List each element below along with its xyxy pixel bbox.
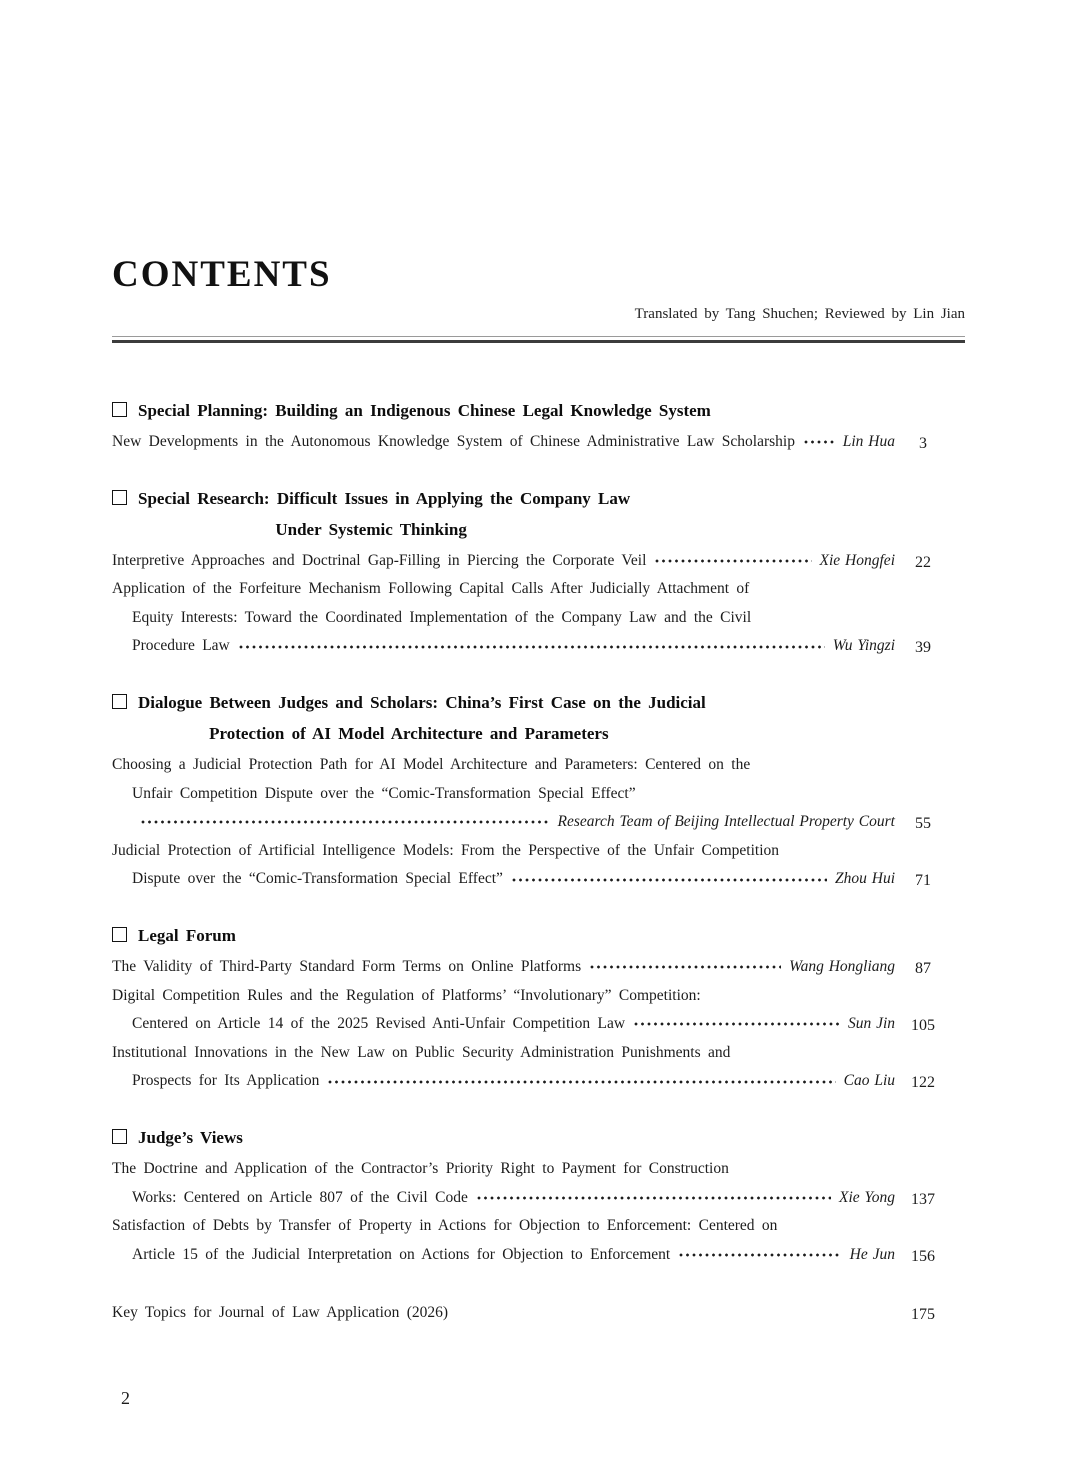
dotted-leader (238, 643, 825, 651)
toc-entry-title: The Validity of Third-Party Standard Form Terms on Online Platforms (112, 957, 582, 975)
dotted-leader (654, 557, 811, 565)
toc-entry-line (112, 865, 965, 894)
toc-entry-title: Application of the Forfeiture Mechanism Following Capital Calls After Judicially Attachment of (112, 580, 750, 598)
toc-entry-line (112, 1155, 965, 1184)
section-legal-forum (112, 920, 965, 1096)
content-column (112, 0, 965, 1328)
section-header (112, 1122, 243, 1153)
section-special-research (112, 483, 965, 661)
section-header (112, 395, 711, 426)
toc-entry-title: Prospects for Its Application (132, 1072, 320, 1090)
dotted-leader (140, 818, 550, 826)
toc-entry-author: Wang Hongliang (789, 957, 895, 975)
section-special-planning (112, 395, 965, 457)
section-bullet-square-icon (112, 402, 127, 417)
toc-entry-page: 87 (915, 959, 931, 977)
toc-entry-page: 39 (915, 639, 931, 657)
section-title-line2: Protection of AI Model Architecture and Parameters (209, 723, 609, 743)
toc-entry-title: The Doctrine and Application of the Contractor’s Priority Right to Payment for Construction (112, 1159, 729, 1177)
toc-entry-line (112, 1241, 965, 1270)
toc-entry-line (112, 1067, 965, 1096)
toc-entry-page: 105 (911, 1017, 935, 1035)
toc-entry-author: Sun Jin (847, 1015, 895, 1033)
toc-entry-title: Procedure Law (132, 637, 230, 655)
toc-entry-line (112, 1184, 965, 1213)
section-entries (112, 751, 965, 894)
toc-entry-title: Equity Interests: Toward the Coordinated Implementation of the Company Law and the Civil (132, 608, 752, 626)
section-dialogue-judges-scholars (112, 687, 965, 894)
toc-entry-author: Cao Liu (843, 1072, 895, 1090)
toc-entry-page: 122 (911, 1074, 935, 1092)
dotted-leader (476, 1194, 831, 1202)
section-entries (112, 1155, 965, 1269)
toc-entry-page: 22 (915, 553, 931, 571)
section-header (112, 687, 706, 749)
toc-entry-title: Judicial Protection of Artificial Intelligence Models: From the Perspective of the Unfair Competition (112, 841, 780, 859)
section-title: Special Research: Difficult Issues in Applying the Company Law (138, 488, 631, 508)
key-topics-entry (112, 1299, 965, 1328)
toc-entry-line (112, 1212, 965, 1241)
section-title: Special Planning: Building an Indigenous Chinese Legal Knowledge System (138, 401, 711, 420)
toc-entry-line (112, 547, 965, 576)
dotted-leader (803, 438, 835, 446)
toc-entry-line (112, 808, 965, 837)
blank-leader (456, 1310, 887, 1318)
toc-entry-author: Lin Hua (842, 433, 895, 450)
section-entries (112, 428, 965, 457)
toc-entry-title: Works: Centered on Article 807 of the Civil Code (132, 1188, 468, 1206)
toc-entry-title: Digital Competition Rules and the Regulation of Platforms’ “Involutionary” Competition: (112, 986, 701, 1004)
toc-entry-line (112, 1010, 965, 1039)
toc-entry-title: Dispute over the “Comic-Transformation Special Effect” (132, 870, 503, 888)
section-title: Legal Forum (138, 925, 236, 945)
section-title: Judge’s Views (138, 1127, 243, 1147)
section-title-line2: Under Systemic Thinking (275, 519, 467, 539)
section-judges-views (112, 1122, 965, 1269)
table-of-contents (112, 395, 965, 1328)
dotted-leader (678, 1251, 841, 1259)
dotted-leader (511, 876, 827, 884)
section-entries (112, 547, 965, 661)
toc-entry-author: He Jun (849, 1245, 895, 1263)
page-folio-number: 2 (121, 1388, 130, 1408)
dotted-leader (327, 1078, 835, 1086)
toc-entry-page: 55 (915, 815, 931, 833)
toc-entry-page: 137 (911, 1190, 935, 1208)
toc-entry-title: Key Topics for Journal of Law Application (2026) (112, 1304, 449, 1322)
section-header (112, 920, 236, 951)
header-double-rule (112, 336, 965, 343)
toc-entry-page: 175 (911, 1306, 935, 1324)
toc-entry-line (112, 604, 965, 633)
toc-entry-title: Interpretive Approaches and Doctrinal Gap-Filling in Piercing the Corporate Veil (112, 551, 647, 569)
toc-entry-title: Choosing a Judicial Protection Path for AI Model Architecture and Parameters: Centered on the (112, 755, 751, 773)
toc-entry-title: Centered on Article 14 of the 2025 Revised Anti-Unfair Competition Law (132, 1015, 626, 1033)
toc-entry-line (112, 780, 965, 809)
toc-entry-page: 3 (919, 435, 927, 452)
dotted-leader (633, 1020, 840, 1028)
toc-entry-author: Zhou Hui (835, 870, 895, 888)
toc-entry-title: Satisfaction of Debts by Transfer of Property in Actions for Objection to Enforcement: Centered on (112, 1217, 778, 1235)
toc-entry-title: New Developments in the Autonomous Knowledge System of Chinese Administrative Law Scholarship (112, 433, 795, 450)
section-bullet-square-icon (112, 927, 127, 942)
page-title: CONTENTS (112, 254, 332, 295)
section-bullet-square-icon (112, 1129, 127, 1144)
toc-entry-line (112, 632, 965, 661)
toc-entry-line (112, 751, 965, 780)
toc-entry-author: Xie Yong (839, 1188, 895, 1206)
toc-entry-page: 156 (911, 1247, 935, 1265)
section-title: Dialogue Between Judges and Scholars: China’s First Case on the Judicial (138, 692, 706, 712)
toc-entry-title: Unfair Competition Dispute over the “Comic-Transformation Special Effect” (132, 784, 636, 802)
toc-entry-title: Institutional Innovations in the New Law on Public Security Administration Punishments and (112, 1043, 731, 1061)
toc-entry-line (112, 953, 965, 982)
translator-credit: Translated by Tang Shuchen; Reviewed by Lin Jian (634, 306, 965, 322)
toc-entry-line (112, 428, 965, 457)
dotted-leader (589, 963, 781, 971)
section-bullet-square-icon (112, 490, 127, 505)
toc-entry-author: Wu Yingzi (832, 637, 895, 655)
toc-entry-line (112, 1039, 965, 1068)
toc-entry-page: 71 (915, 872, 931, 890)
toc-entry-author: Research Team of Beijing Intellectual Property Court (557, 813, 895, 831)
toc-entry-line (112, 982, 965, 1011)
toc-entry-title: Article 15 of the Judicial Interpretation on Actions for Objection to Enforcement (132, 1245, 671, 1263)
section-bullet-square-icon (112, 694, 127, 709)
section-header (112, 483, 630, 545)
section-entries (112, 953, 965, 1096)
toc-entry-line (112, 575, 965, 604)
toc-entry-author: Xie Hongfei (819, 551, 895, 569)
toc-entry-line (112, 837, 965, 866)
